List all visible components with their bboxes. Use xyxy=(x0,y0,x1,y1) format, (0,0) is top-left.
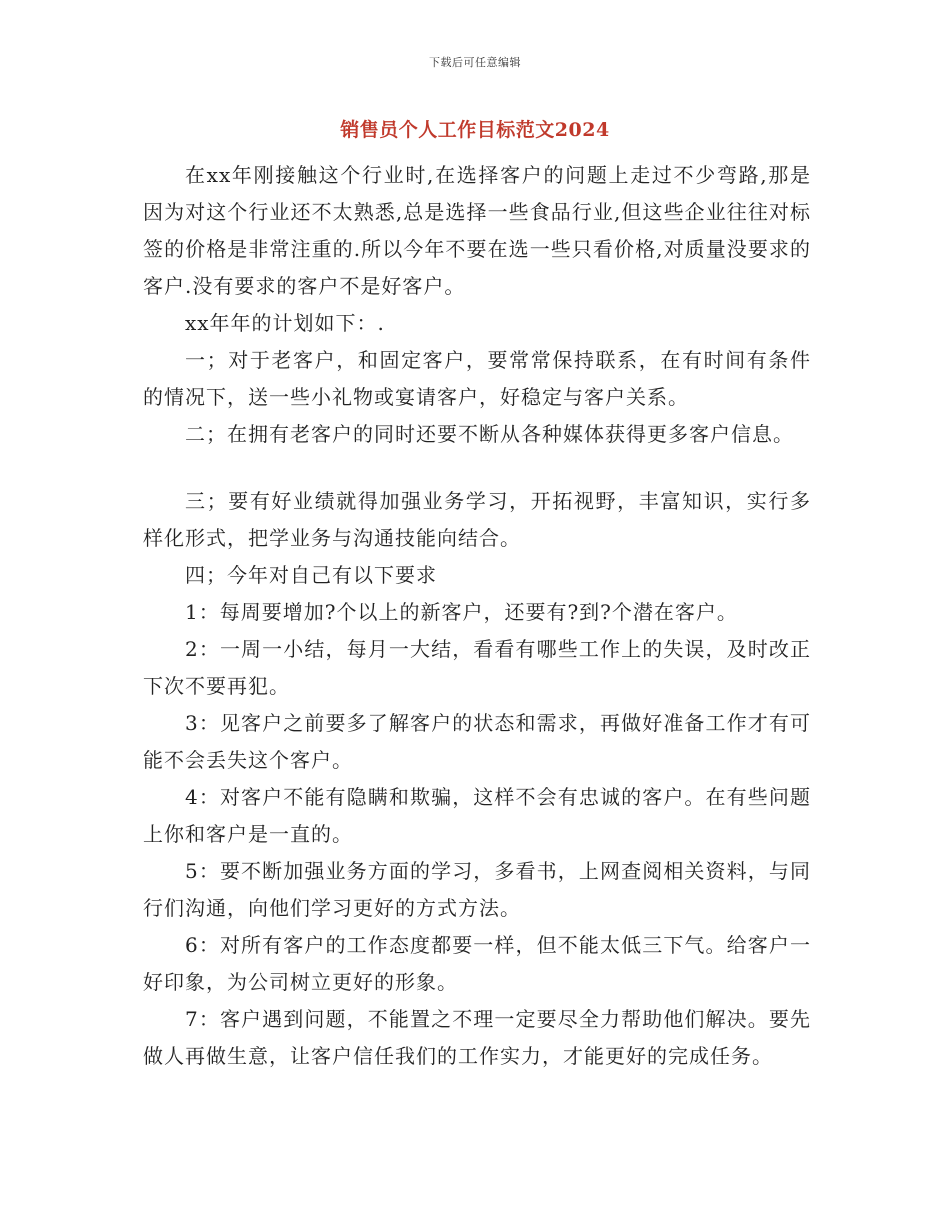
paragraph-plan-heading: xx年年的计划如下：. xyxy=(185,311,385,335)
paragraph-intro: 在xx年刚接触这个行业时,在选择客户的问题上走过不少弯路,那是因为对这个行业还不太熟悉,总是选择一些食品行业,但这些企业往往对标签的价格是非常注重的.所以今年不要在选一些只看价格,对质量没要求的客户.没有要求的客户不是好客户。 xyxy=(143,163,811,298)
paragraph-req-1: 1：每周要增加?个以上的新客户，还要有?到?个潜在客户。 xyxy=(185,600,738,624)
paragraph-item-3: 三；要有好业绩就得加强业务学习，开拓视野，丰富知识，实行多样化形式，把学业务与沟通技能向结合。 xyxy=(143,489,811,550)
paragraph-item-1: 一；对于老客户，和固定客户，要常常保持联系，在有时间有条件的情况下，送一些小礼物或宴请客户，好稳定与客户关系。 xyxy=(143,348,811,409)
page-header-note: 下载后可任意编辑 xyxy=(429,56,521,69)
paragraph-req-6: 6：对所有客户的工作态度都要一样，但不能太低三下气。给客户一好印象，为公司树立更好的形象。 xyxy=(143,933,811,994)
paragraph-item-4: 四；今年对自己有以下要求 xyxy=(185,563,437,587)
document-title: 销售员个人工作目标范文2024 xyxy=(340,119,610,141)
paragraph-req-7: 7：客户遇到问题，不能置之不理一定要尽全力帮助他们解决。要先做人再做生意，让客户信任我们的工作实力，才能更好的完成任务。 xyxy=(143,1007,811,1068)
paragraph-item-2: 二；在拥有老客户的同时还要不断从各种媒体获得更多客户信息。 xyxy=(185,422,794,446)
paragraph-req-5: 5：要不断加强业务方面的学习，多看书，上网查阅相关资料，与同行们沟通，向他们学习更好的方式方法。 xyxy=(143,859,811,920)
paragraph-req-3: 3：见客户之前要多了解客户的状态和需求，再做好准备工作才有可能不会丢失这个客户。 xyxy=(143,711,811,772)
paragraph-req-4: 4：对客户不能有隐瞒和欺骗，这样不会有忠诚的客户。在有些问题上你和客户是一直的。 xyxy=(143,785,811,846)
paragraph-req-2: 2：一周一小结，每月一大结，看看有哪些工作上的失误，及时改正下次不要再犯。 xyxy=(143,637,811,698)
document-body xyxy=(143,157,811,1075)
